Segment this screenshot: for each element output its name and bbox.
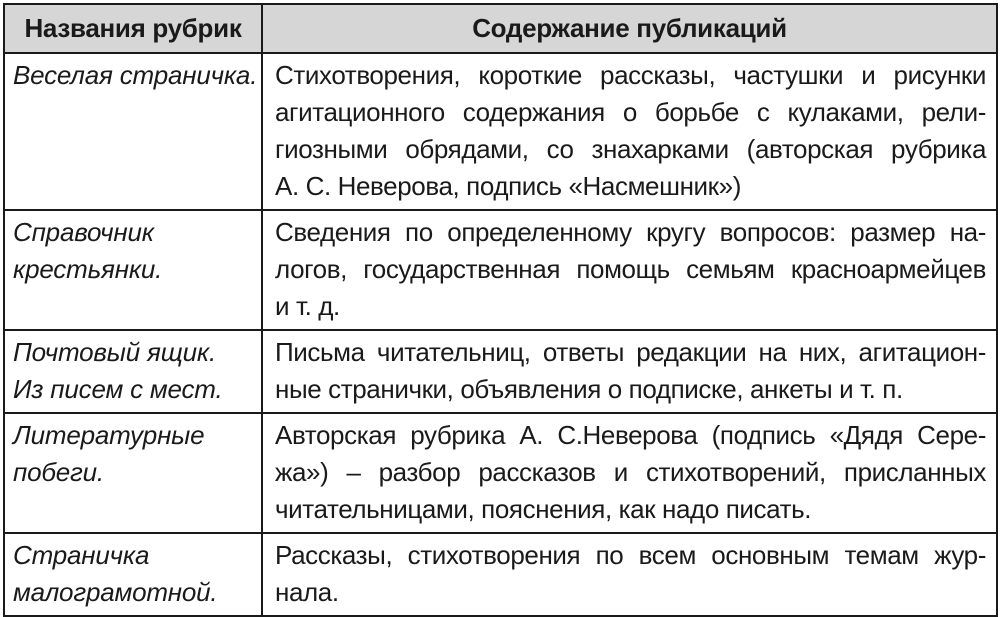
rubric-content-cell bbox=[262, 330, 997, 413]
rubric-name-line: малограмотной. bbox=[13, 577, 218, 607]
content-line: Сведения по определенному кругу вопросов: размер на- bbox=[275, 217, 986, 247]
content-line: читательницами, пояснения, как надо писать. bbox=[275, 494, 812, 524]
content-line: А. С. Неверова, подпись «Насмешник») bbox=[275, 171, 741, 201]
rubric-name-cell bbox=[4, 413, 262, 533]
rubrics-table bbox=[3, 3, 998, 617]
rubric-name-cell bbox=[4, 53, 262, 210]
table-row bbox=[4, 413, 997, 533]
content-line: жа») – разбор рассказов и стихотворений, присланных bbox=[275, 457, 986, 487]
rubric-name-line: Почтовый ящик. bbox=[13, 337, 216, 367]
table-row bbox=[4, 330, 997, 413]
table-row bbox=[4, 53, 997, 210]
rubric-name-cell bbox=[4, 533, 262, 616]
content-line: Авторская рубрика А. С.Неверова (подпись «Дядя Сере- bbox=[275, 420, 986, 450]
content-line: ные странички, объявления о подписке, анкеты и т. п. bbox=[275, 374, 903, 404]
content-line: Рассказы, стихотворения по всем основным темам жур- bbox=[275, 540, 986, 570]
rubric-content-cell bbox=[262, 210, 997, 330]
rubric-content-cell bbox=[262, 53, 997, 210]
table-row bbox=[4, 533, 997, 616]
rubric-name-line: Из писем с мест. bbox=[13, 374, 223, 404]
content-line: Стихотворения, короткие рассказы, частушки и рисунки bbox=[275, 60, 986, 90]
rubric-name-line: Справочник bbox=[13, 217, 154, 247]
rubric-content-cell bbox=[262, 533, 997, 616]
content-line: логов, государственная помощь семьям красноармейцев bbox=[275, 254, 986, 284]
rubric-name-line: побеги. bbox=[13, 457, 104, 487]
content-line: агитационного содержания о борьбе с кулаками, рели- bbox=[275, 97, 986, 127]
rubric-name-line: крестьянки. bbox=[13, 254, 163, 284]
table-header-row bbox=[4, 4, 997, 53]
content-line: гиозными обрядами, со знахарками (авторская рубрика bbox=[275, 134, 986, 164]
rubric-name-line: Литературные bbox=[13, 420, 205, 450]
header-rubric-names: Названия рубрик bbox=[4, 4, 262, 53]
table-row bbox=[4, 210, 997, 330]
rubric-name-line: Страничка bbox=[13, 540, 150, 570]
rubric-name-cell bbox=[4, 330, 262, 413]
rubric-name-line: Веселая страничка. bbox=[13, 60, 258, 90]
content-line: Письма читательниц, ответы редакции на них, агитацион- bbox=[275, 337, 986, 367]
rubric-name-cell bbox=[4, 210, 262, 330]
content-line: и т. д. bbox=[275, 291, 340, 321]
header-publication-content: Содержание публикаций bbox=[262, 4, 997, 53]
rubric-content-cell bbox=[262, 413, 997, 533]
content-line: нала. bbox=[275, 577, 339, 607]
